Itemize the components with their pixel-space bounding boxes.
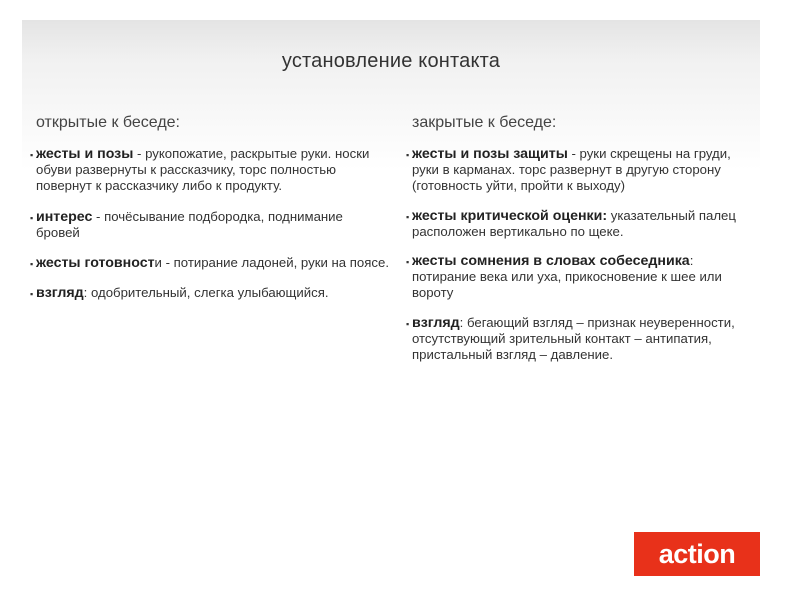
list-item xyxy=(406,253,756,302)
closed-heading: закрытые к беседе: xyxy=(412,114,557,131)
list-item xyxy=(406,315,756,364)
item-term: жесты критической оценки: xyxy=(412,207,608,224)
item-term: жесты и позы защиты xyxy=(412,146,568,162)
item-desc: : потирание века или уха, прикосновение к шее или вороту xyxy=(412,253,722,301)
item-term: жесты и позы xyxy=(36,146,134,162)
bullet-icon: ▪ xyxy=(406,257,410,268)
item-term: интерес xyxy=(36,208,93,225)
bullet-icon: ▪ xyxy=(30,259,34,270)
open-heading: открытые к беседе: xyxy=(36,114,180,131)
bullet-icon: ▪ xyxy=(406,150,410,160)
item-desc: : одобрительный, слегка улыбающийся. xyxy=(83,285,329,301)
list-item xyxy=(30,255,390,271)
slide-title: установление контакта xyxy=(281,50,501,72)
slide xyxy=(22,20,760,576)
item-desc: : бегающий взгляд – признак неуверенности, отсутствующий зрительный контакт – антипатия, пристальный взгляд – давление. xyxy=(412,314,735,363)
item-desc: - рукопожатие, раскрытые руки. носки обуви развернуты к рассказчику, торс полностью повернут к рассказчику либо к продукту. xyxy=(36,146,370,194)
bullet-icon: ▪ xyxy=(30,212,34,223)
bullet-icon: ▪ xyxy=(30,289,34,300)
item-desc: указательный палец расположен вертикально по щеке. xyxy=(412,207,736,239)
item-desc: - руки скрещены на груди, руки в карманах. торс развернут в другую сторону (готовность уйти, пройти к выходу) xyxy=(412,146,731,194)
bullet-icon: ▪ xyxy=(30,150,34,160)
list-item xyxy=(406,146,756,195)
closed-column xyxy=(406,114,756,376)
item-term: взгляд xyxy=(36,285,84,302)
item-desc: и - потирание ладоней, руки на поясе. xyxy=(154,255,389,271)
bullet-icon: ▪ xyxy=(406,318,410,329)
open-list xyxy=(30,146,390,301)
closed-list xyxy=(406,146,756,363)
item-term: жесты готовност xyxy=(36,255,155,272)
list-item xyxy=(30,285,390,301)
list-item xyxy=(406,208,756,240)
bullet-icon: ▪ xyxy=(406,211,410,222)
list-item xyxy=(30,209,390,241)
list-item xyxy=(30,146,390,195)
item-term: жесты сомнения в словах собеседника xyxy=(412,253,690,270)
action-logo: action xyxy=(634,532,760,576)
item-desc: - почёсывание подбородка, поднимание бровей xyxy=(36,208,343,240)
open-column xyxy=(30,114,390,315)
item-term: взгляд xyxy=(412,314,460,331)
